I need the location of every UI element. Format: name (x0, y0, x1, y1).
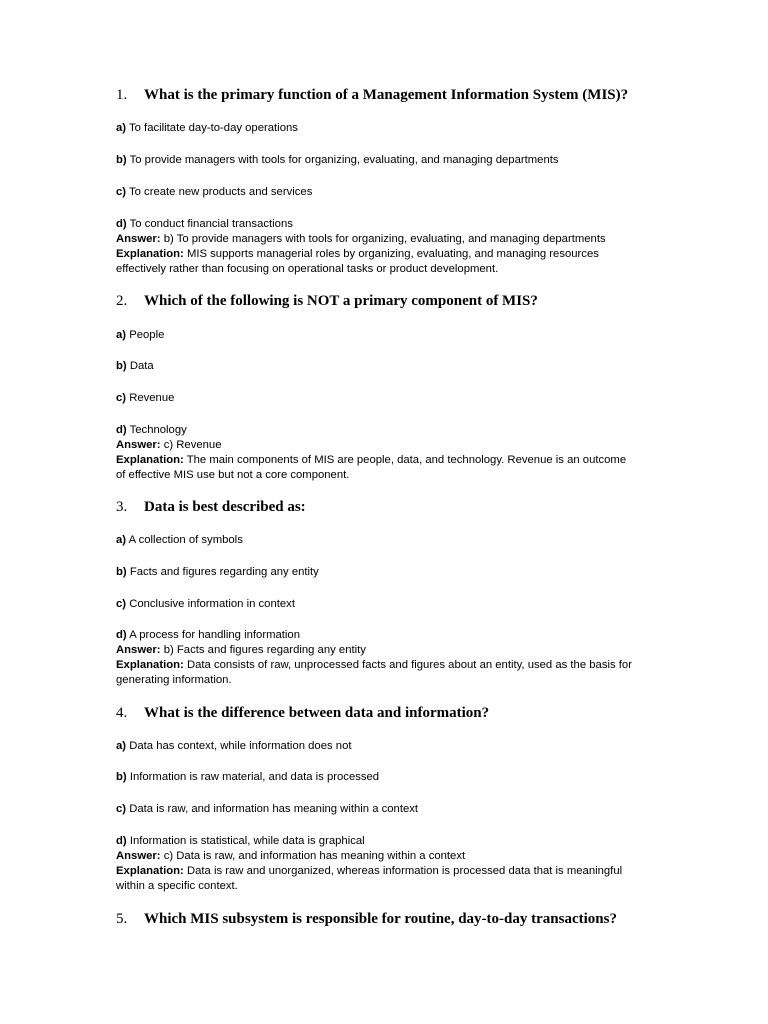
option-d (116, 628, 300, 643)
option-text: To create new products and services (128, 186, 313, 198)
answer-label: Answer: (116, 644, 161, 656)
explanation-text: The main components of MIS are people, data, and technology. Revenue is an outcome (186, 454, 627, 466)
question-heading (116, 911, 617, 928)
option-c (116, 391, 174, 406)
explanation-line (116, 247, 599, 262)
option-d (116, 217, 293, 232)
answer-text: b) To provide managers with tools for organizing, evaluating, and managing departments (163, 233, 606, 245)
explanation-line (116, 658, 632, 673)
option-letter: b) (116, 771, 127, 783)
option-text: Information is raw material, and data is processed (129, 771, 380, 783)
option-letter: c) (116, 186, 127, 198)
explanation-label: Explanation: (116, 865, 184, 877)
answer-text: c) Revenue (163, 439, 222, 451)
option-a (116, 739, 352, 754)
explanation-text: Data is raw and unorganized, whereas information is processed data that is meaningful (186, 865, 623, 877)
answer-label: Answer: (116, 439, 161, 451)
question-number: 4. (116, 705, 128, 721)
option-letter: d) (116, 218, 127, 230)
question-number: 1. (116, 87, 128, 103)
explanation-label: Explanation: (116, 454, 184, 466)
option-text: To provide managers with tools for organizing, evaluating, and managing departments (129, 154, 559, 166)
option-letter: a) (116, 740, 127, 752)
option-letter: b) (116, 360, 127, 372)
option-b (116, 153, 559, 168)
option-letter: d) (116, 424, 127, 436)
explanation-text: effectively rather than focusing on operational tasks or product development. (116, 263, 499, 275)
question-text: Which MIS subsystem is responsible for routine, day-to-day transactions? (144, 911, 617, 927)
answer-line (116, 849, 465, 864)
option-text: People (129, 329, 165, 341)
answer-line (116, 232, 606, 247)
answer-line (116, 438, 222, 453)
answer-label: Answer: (116, 850, 161, 862)
explanation-text: of effective MIS use but not a core component. (116, 469, 350, 481)
option-letter: c) (116, 803, 127, 815)
option-text: Data (129, 360, 154, 372)
answer-label: Answer: (116, 233, 161, 245)
question-heading (116, 499, 306, 516)
option-text: Revenue (129, 392, 175, 404)
option-a (116, 533, 243, 548)
option-a (116, 328, 164, 343)
question-text: What is the difference between data and information? (144, 705, 490, 721)
option-text: Information is statistical, while data is graphical (129, 835, 365, 847)
question-number: 3. (116, 499, 128, 515)
explanation-line (116, 864, 622, 879)
question-number: 2. (116, 293, 128, 309)
option-letter: b) (116, 154, 127, 166)
question-heading (116, 293, 538, 310)
option-c (116, 802, 418, 817)
option-text: To facilitate day-to-day operations (128, 122, 298, 134)
option-letter: c) (116, 598, 127, 610)
explanation-text: within a specific context. (116, 880, 238, 892)
option-c (116, 185, 312, 200)
option-text: Conclusive information in context (129, 598, 295, 610)
option-text: Facts and figures regarding any entity (129, 566, 319, 578)
option-a (116, 121, 298, 136)
question-text: Which of the following is NOT a primary component of MIS? (144, 293, 538, 309)
option-d (116, 834, 365, 849)
explanation-text: generating information. (116, 674, 232, 686)
option-text: To conduct financial transactions (129, 218, 293, 230)
answer-text: b) Facts and figures regarding any entity (163, 644, 366, 656)
option-letter: b) (116, 566, 127, 578)
option-text: Data has context, while information does not (129, 740, 352, 752)
option-c (116, 597, 295, 612)
explanation-line (116, 879, 238, 894)
explanation-line (116, 453, 626, 468)
option-letter: c) (116, 392, 127, 404)
question-number: 5. (116, 911, 128, 927)
answer-text: c) Data is raw, and information has meaning within a context (163, 850, 466, 862)
option-text: A collection of symbols (128, 534, 243, 546)
option-b (116, 359, 154, 374)
option-letter: a) (116, 122, 127, 134)
explanation-label: Explanation: (116, 659, 184, 671)
option-b (116, 770, 379, 785)
option-text: A process for handling information (129, 629, 300, 641)
option-text: Data is raw, and information has meaning within a context (129, 803, 419, 815)
explanation-line (116, 673, 232, 688)
question-heading (116, 87, 628, 104)
question-text: Data is best described as: (144, 499, 306, 515)
question-text: What is the primary function of a Management Information System (MIS)? (144, 87, 629, 103)
option-letter: d) (116, 835, 127, 847)
explanation-text: MIS supports managerial roles by organizing, evaluating, and managing resources (186, 248, 599, 260)
explanation-line (116, 468, 349, 483)
explanation-label: Explanation: (116, 248, 184, 260)
explanation-line (116, 262, 498, 277)
option-letter: d) (116, 629, 127, 641)
option-b (116, 565, 319, 580)
explanation-text: Data consists of raw, unprocessed facts and figures about an entity, used as the basis for (186, 659, 632, 671)
answer-line (116, 643, 366, 658)
option-d (116, 423, 187, 438)
option-letter: a) (116, 329, 127, 341)
option-text: Technology (129, 424, 187, 436)
question-heading (116, 705, 489, 722)
option-letter: a) (116, 534, 127, 546)
